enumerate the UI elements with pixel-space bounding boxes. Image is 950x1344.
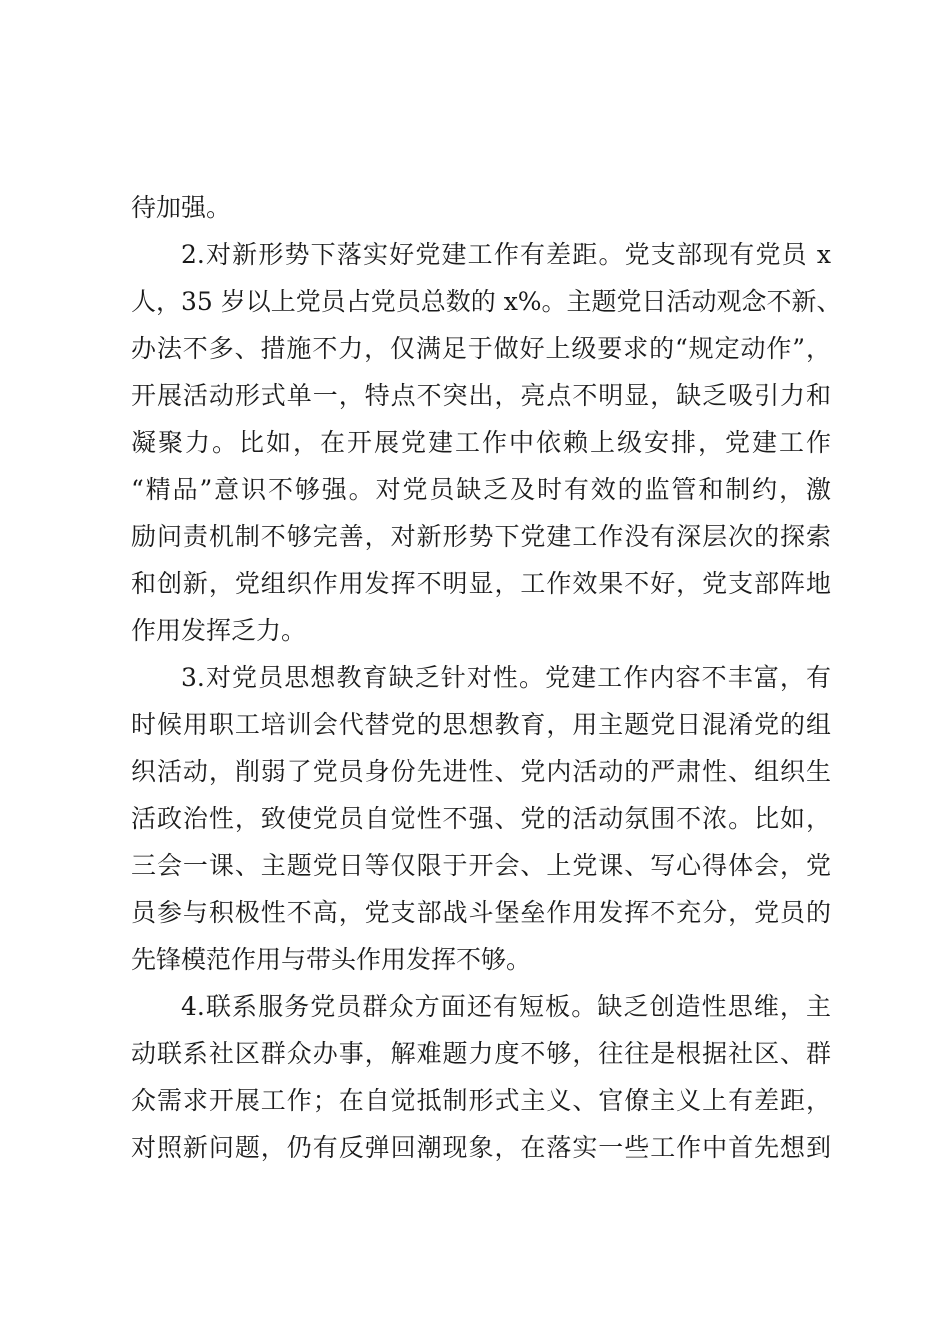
text-line: 动联系社区群众办事，解难题力度不够，往往是根据社区、群 bbox=[131, 1039, 831, 1068]
text-line: 活政治性，致使党员自觉性不强、党的活动氛围不浓。比如， bbox=[131, 804, 831, 833]
text-line: 4.联系服务党员群众方面还有短板。缺乏创造性思维，主 bbox=[181, 992, 831, 1021]
text-line: 先锋模范作用与带头作用发挥不够。 bbox=[131, 945, 532, 974]
text-line: 办法不多、措施不力，仅满足于做好上级要求的“规定动作”， bbox=[131, 334, 831, 363]
document-body bbox=[131, 184, 842, 1171]
text-line: 时候用职工培训会代替党的思想教育，用主题党日混淆党的组 bbox=[131, 710, 831, 739]
text-line: 员参与积极性不高，党支部战斗堡垒作用发挥不充分，党员的 bbox=[131, 898, 831, 927]
text-line: 开展活动形式单一，特点不突出，亮点不明显，缺乏吸引力和 bbox=[131, 381, 831, 410]
text-line: 和创新，党组织作用发挥不明显，工作效果不好，党支部阵地 bbox=[131, 569, 831, 598]
text-line: 织活动，削弱了党员身份先进性、党内活动的严肃性、组织生 bbox=[131, 757, 831, 786]
text-line: 凝聚力。比如，在开展党建工作中依赖上级安排，党建工作 bbox=[131, 428, 831, 457]
text-line: “精品”意识不够强。对党员缺乏及时有效的监管和制约，激 bbox=[131, 475, 831, 504]
text-line: 3.对党员思想教育缺乏针对性。党建工作内容不丰富，有 bbox=[181, 663, 831, 692]
text-line: 2.对新形势下落实好党建工作有差距。党支部现有党员 x bbox=[181, 240, 831, 269]
text-line: 励问责机制不够完善，对新形势下党建工作没有深层次的探索 bbox=[131, 522, 831, 551]
text-line: 待加强。 bbox=[131, 193, 232, 222]
text-line: 作用发挥乏力。 bbox=[131, 616, 307, 645]
text-line: 三会一课、主题党日等仅限于开会、上党课、写心得体会，党 bbox=[131, 851, 831, 880]
text-line: 对照新问题，仍有反弹回潮现象，在落实一些工作中首先想到 bbox=[131, 1133, 831, 1162]
text-line: 人，35 岁以上党员占党员总数的 x%。主题党日活动观念不新、 bbox=[131, 287, 842, 316]
text-line: 众需求开展工作；在自觉抵制形式主义、官僚主义上有差距， bbox=[131, 1086, 831, 1115]
